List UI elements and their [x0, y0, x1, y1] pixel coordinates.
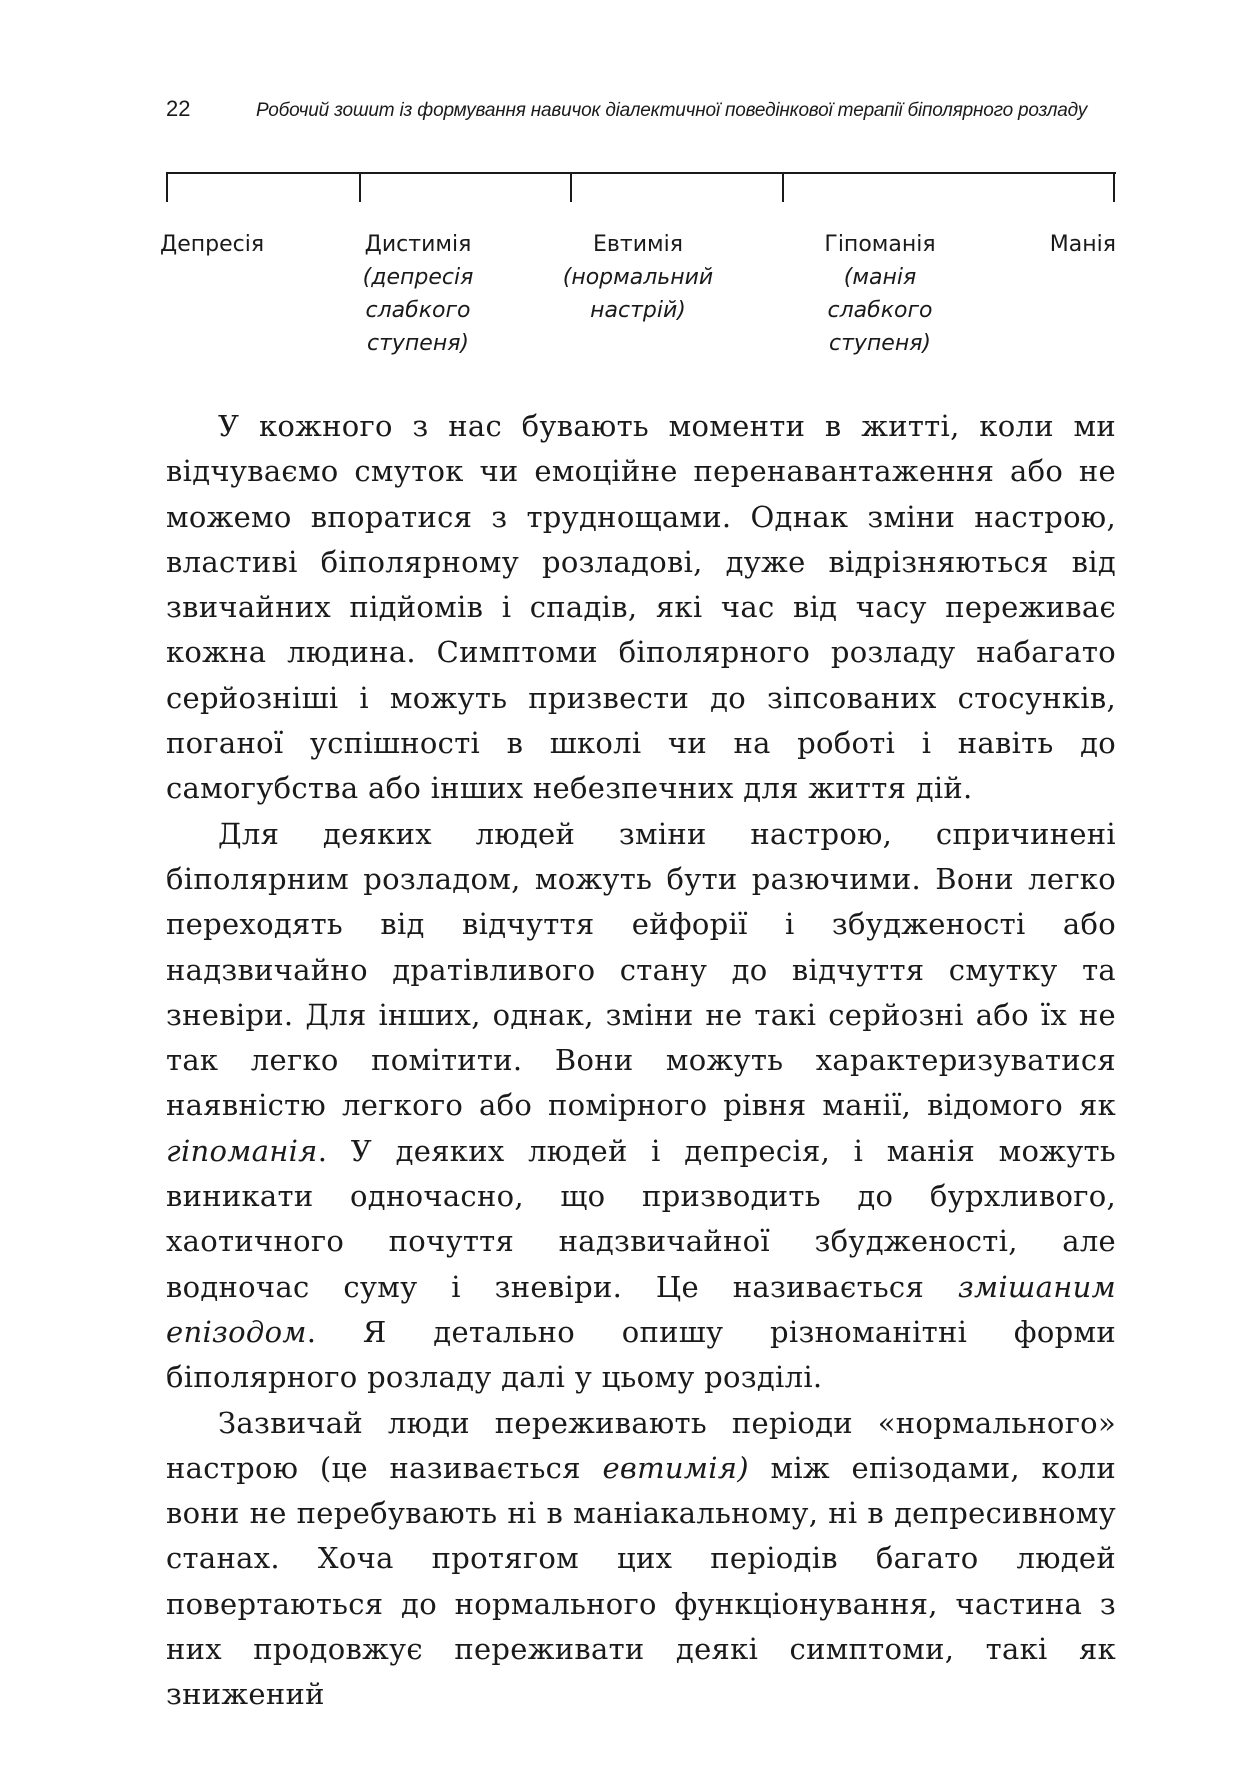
page-number: 22	[166, 96, 191, 121]
term-euthymia: евтимія)	[602, 1450, 749, 1485]
term-mixed-episode: змішаним епізодом	[166, 1269, 1116, 1349]
scale-ticks	[166, 170, 1116, 204]
page-header	[166, 96, 1116, 122]
paragraph-1: У кожного з нас бувають моменти в житті, коли ми відчуваємо смуток чи емоційне перенавантаження або не можемо впоратися з труднощами. Однак зміни настрою, властиві біполярному розладові, дуже відрізняються від звичайних підйомів і спадів, які час від часу переживає кожна людина. Симптоми біполярного розладу набагато серйозніші і можуть призвести до зіпсованих стосунків, поганої успішності в школі чи на роботі і навіть до самогубства або інших небезпечних для життя дій.	[166, 409, 1116, 806]
running-title: Робочий зошит із формування навичок діалектичної поведінкової терапії біполярного розладу	[256, 100, 1088, 121]
label-dysthymia-note: (депресія слабкого ступеня)	[362, 265, 474, 356]
paragraph-3: Зазвичай люди переживають періоди «нормального» настрою (це називається евтимія) між епізодами, коли вони не перебувають ні в маніакальному, ні в депресивному станах. Хоча протягом цих періодів багато людей повертаються до нормального функціонування, частина з них продовжує переживати деякі симптоми, такі як знижений	[166, 1405, 1116, 1712]
label-hypomania-note: (манія слабкого ступеня)	[827, 265, 933, 356]
label-euthymia-note: (нормальний настрій)	[562, 265, 714, 323]
body-text	[166, 404, 1116, 1718]
label-depression: Депресія	[160, 232, 265, 257]
paragraph-2: Для деяких людей зміни настрою, спричинені біполярним розладом, можуть бути разючими. Вони легко переходять від відчуття ейфорії і збудженості або надзвичайно дратівливого стану до відчуття смутку та зневіри. Для інших, однак, зміни не такі серйозні або їх не так легко помітити. Вони можуть характеризуватися наявністю легкого або помірного рівня манії, відомого як гіпоманія. У деяких людей і депресія, і манія можуть виникати одночасно, що призводить до бурхливого, хаотичного почуття надзвичайної збудженості, але водночас суму і зневіри. Це називається змішаним епізодом. Я детально опишу різноманітні форми біполярного розладу далі у цьому розділі.	[166, 816, 1116, 1395]
label-hypomania: Гіпоманія (манія слабкого ступеня)	[800, 228, 960, 360]
label-euthymia: Евтимія (нормальний настрій)	[548, 228, 728, 327]
label-dysthymia: Дистимія (депресія слабкого ступеня)	[338, 228, 498, 360]
term-hypomania: гіпоманія	[166, 1133, 318, 1168]
label-mania: Манія	[1049, 232, 1116, 257]
